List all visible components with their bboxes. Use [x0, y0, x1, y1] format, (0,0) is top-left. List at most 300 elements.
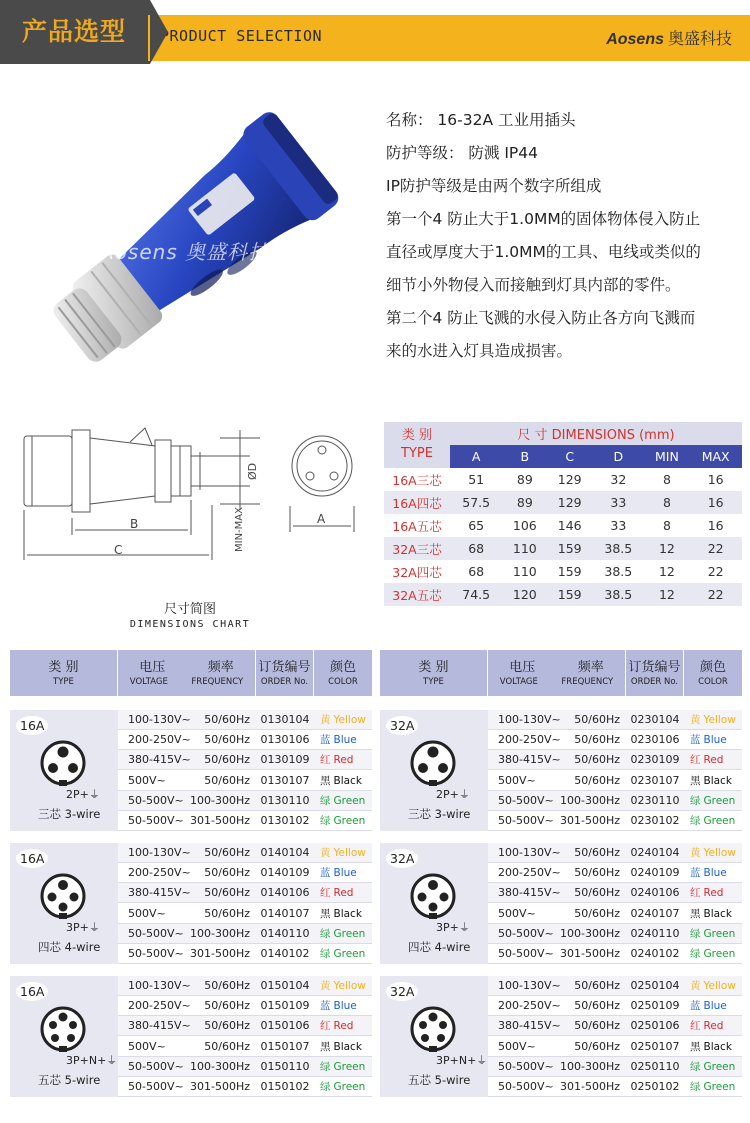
header-freq-cn: 频率 [577, 659, 604, 675]
color-value [314, 773, 372, 788]
color-en: Yellow [703, 714, 736, 727]
order-number: 0240109 [630, 866, 680, 880]
order-row [488, 791, 742, 811]
frequency-value: 50/60Hz [574, 713, 620, 727]
color-value [684, 1039, 742, 1054]
color-value [684, 978, 742, 993]
order-row [488, 944, 742, 964]
voltage-value: 50-500V~ [498, 813, 554, 827]
color-cn: 绿 [320, 927, 331, 940]
product-photo [0, 95, 380, 385]
frequency-value: 100-300Hz [189, 793, 250, 807]
voltage-value: 50-500V~ [498, 926, 554, 940]
color-value [314, 1039, 372, 1054]
header-type [380, 650, 488, 696]
dim-value: 12 [658, 564, 675, 579]
dim-type-en: TYPE [401, 446, 433, 461]
voltage-frequency [488, 947, 626, 960]
group-rows [488, 710, 742, 831]
voltage-frequency [488, 733, 626, 746]
voltage-value: 100-130V~ [498, 713, 561, 727]
caption-cn: 尺寸简图 [163, 602, 216, 617]
color-value [684, 813, 742, 828]
photo-watermark: Aosens 奥盛科技 [100, 240, 270, 264]
order-row [118, 730, 372, 750]
frequency-value: 100-300Hz [189, 1059, 250, 1073]
color-en: Green [703, 1080, 736, 1093]
voltage-value: 500V~ [498, 1039, 536, 1053]
frequency-value: 50/60Hz [574, 1039, 620, 1053]
voltage-value: 50-500V~ [128, 946, 184, 960]
color-cn: 黑 [690, 774, 701, 787]
dimensions-table [384, 422, 742, 606]
dim-value: 38.5 [604, 541, 633, 556]
color-cn: 黑 [690, 907, 701, 920]
color-en: Black [703, 1040, 732, 1053]
voltage-value: 100-130V~ [128, 979, 191, 993]
dim-row [384, 514, 742, 537]
dim-value: 106 [512, 518, 537, 533]
order-row [118, 944, 372, 964]
group-type [380, 710, 488, 831]
color-value [684, 752, 742, 767]
pole-label: 3P+⏚ [436, 921, 470, 934]
header-order [626, 650, 684, 696]
info-line: 来的水进入灯具造成损害。 [386, 342, 573, 360]
frequency-value: 50/60Hz [204, 866, 250, 880]
order-number: 0130102 [260, 813, 310, 827]
color-value [314, 978, 372, 993]
color-en: Blue [333, 1000, 357, 1013]
header-vf-en-row [118, 676, 255, 688]
group-rows [118, 843, 372, 964]
dim-type-cell: 32A三芯 [392, 541, 442, 557]
frequency-value: 50/60Hz [574, 866, 620, 880]
voltage-value: 50-500V~ [498, 1079, 554, 1093]
info-line: IP防护等级是由两个数字所组成 [386, 177, 602, 195]
amp-badge: 32A [386, 982, 418, 1001]
voltage-value: 380-415V~ [498, 886, 561, 900]
color-cn: 红 [320, 754, 331, 767]
order-number: 0130104 [260, 713, 310, 727]
order-row [118, 1036, 372, 1056]
voltage-frequency [118, 846, 256, 859]
frequency-value: 50/60Hz [204, 1039, 250, 1053]
color-value [314, 845, 372, 860]
voltage-value: 380-415V~ [498, 1019, 561, 1033]
info-line: 第一个4 防止大于1.0MM的固体物体侵入防止 [386, 210, 701, 228]
header-voltage-frequency [118, 650, 256, 696]
order-table-header [10, 650, 372, 698]
wire-label: 三芯 3-wire [38, 807, 101, 821]
voltage-value: 50-500V~ [128, 926, 184, 940]
voltage-value: 500V~ [128, 773, 166, 787]
color-cn: 黑 [320, 1040, 331, 1053]
color-en: Green [703, 794, 736, 807]
order-number: 0140106 [260, 886, 310, 900]
header-color [684, 650, 742, 696]
dim-label-d: ØD [246, 462, 259, 480]
socket-pin-icon [40, 1006, 86, 1052]
dim-value: 16 [707, 495, 724, 510]
color-cn: 黄 [320, 714, 331, 727]
voltage-value: 100-130V~ [128, 713, 191, 727]
color-value [684, 793, 742, 808]
color-cn: 绿 [320, 794, 331, 807]
order-number: 0230109 [630, 753, 680, 767]
order-number: 0130106 [260, 733, 310, 747]
order-number: 0150107 [260, 1039, 310, 1053]
header-title-en: PRODUCT SELECTION [160, 27, 323, 45]
color-value [314, 946, 372, 961]
voltage-frequency [488, 794, 626, 807]
voltage-frequency [488, 979, 626, 992]
dim-column-header: A [450, 445, 502, 468]
order-row [118, 924, 372, 944]
voltage-frequency [488, 846, 626, 859]
dim-value: 159 [557, 541, 582, 556]
voltage-frequency [118, 774, 256, 787]
color-value [314, 712, 372, 727]
dim-value: 110 [512, 564, 537, 579]
color-en: Green [333, 794, 366, 807]
header-color [314, 650, 372, 696]
dim-value: 120 [512, 587, 537, 602]
voltage-value: 50-500V~ [128, 1079, 184, 1093]
color-cn: 黄 [690, 847, 701, 860]
voltage-value: 200-250V~ [498, 999, 561, 1013]
color-value [314, 1018, 372, 1033]
dim-value: 68 [468, 541, 485, 556]
voltage-frequency [488, 774, 626, 787]
dim-value: 12 [658, 587, 675, 602]
dim-type-cn: 类 别 [401, 428, 433, 443]
color-en: Blue [703, 734, 727, 747]
frequency-value: 100-300Hz [559, 1059, 620, 1073]
order-row [488, 903, 742, 923]
frequency-value: 50/60Hz [204, 733, 250, 747]
amp-badge: 16A [16, 982, 48, 1001]
pole-label: 2P+⏚ [436, 788, 470, 801]
dim-type-cell: 32A四芯 [392, 564, 442, 580]
order-row [488, 1077, 742, 1097]
socket-symbol [410, 740, 456, 790]
color-en: Black [703, 907, 732, 920]
header-brand [606, 26, 732, 49]
plug-side-drawing [10, 410, 380, 610]
color-cn: 红 [690, 754, 701, 767]
dim-value: 8 [662, 518, 671, 533]
color-value [684, 1018, 742, 1033]
color-en: Red [333, 1020, 354, 1033]
socket-pin-icon [410, 1006, 456, 1052]
pole-label: 3P+N+⏚ [436, 1054, 488, 1067]
header-title-cn: 产品选型 [22, 17, 127, 46]
color-en: Yellow [333, 714, 366, 727]
product-group [10, 976, 372, 1097]
color-en: Green [703, 1060, 736, 1073]
header-order [256, 650, 314, 696]
header-voltage-en: VOLTAGE [499, 676, 538, 687]
order-row [488, 710, 742, 730]
order-number: 0130109 [260, 753, 310, 767]
info-line: 第二个4 防止飞溅的水侵入防止各方向飞溅而 [386, 309, 696, 327]
color-en: Blue [333, 867, 357, 880]
voltage-value: 500V~ [128, 1039, 166, 1053]
socket-pin-icon [410, 740, 456, 786]
color-en: Green [703, 814, 736, 827]
color-value [684, 926, 742, 941]
order-row [488, 811, 742, 831]
dimensions-header [384, 422, 742, 445]
frequency-value: 50/60Hz [204, 999, 250, 1013]
dim-value: 89 [516, 472, 533, 487]
color-en: Green [333, 814, 366, 827]
voltage-frequency [118, 1040, 256, 1053]
voltage-frequency [488, 713, 626, 726]
voltage-frequency [488, 866, 626, 879]
voltage-frequency [488, 999, 626, 1012]
dim-value: 146 [557, 518, 582, 533]
color-value [314, 885, 372, 900]
info-line: 直径或厚度大于1.0MM的工具、电线或类似的 [386, 243, 701, 261]
voltage-value: 50-500V~ [128, 1059, 184, 1073]
order-row [118, 750, 372, 770]
voltage-value: 500V~ [498, 773, 536, 787]
dim-label-b: B [130, 517, 139, 531]
order-number: 0240104 [630, 846, 680, 860]
color-value [314, 1079, 372, 1094]
voltage-value: 380-415V~ [498, 753, 561, 767]
voltage-value: 100-130V~ [128, 846, 191, 860]
dim-type-cell: 16A五芯 [392, 518, 442, 534]
info-line: 名称： 16-32A 工业用插头 [386, 111, 576, 129]
voltage-frequency [118, 1060, 256, 1073]
voltage-frequency [488, 1060, 626, 1073]
order-row [118, 883, 372, 903]
dim-row [384, 560, 742, 583]
header-order-cn: 订货编号 [258, 659, 311, 675]
drawing-caption [90, 598, 290, 630]
frequency-value: 50/60Hz [574, 1019, 620, 1033]
order-number: 0230107 [630, 773, 680, 787]
order-table-32a [380, 650, 742, 1097]
order-number: 0240107 [630, 906, 680, 920]
color-cn: 黄 [320, 980, 331, 993]
header-freq-en: FREQUENCY [561, 676, 614, 687]
color-value [684, 732, 742, 747]
color-value [684, 885, 742, 900]
color-cn: 蓝 [690, 867, 701, 880]
voltage-frequency [118, 927, 256, 940]
color-value [314, 732, 372, 747]
color-en: Green [333, 1060, 366, 1073]
color-value [684, 998, 742, 1013]
color-value [684, 1079, 742, 1094]
group-type [10, 843, 118, 964]
dim-column-header: MAX [689, 445, 742, 468]
dim-value: 38.5 [604, 587, 633, 602]
amp-badge: 16A [16, 716, 48, 735]
frequency-value: 50/60Hz [204, 713, 250, 727]
color-cn: 蓝 [690, 1000, 701, 1013]
header-voltage-frequency [488, 650, 626, 696]
dim-row [384, 491, 742, 514]
brand-en: Aosens [606, 31, 664, 48]
color-cn: 黑 [320, 907, 331, 920]
order-number: 0150104 [260, 979, 310, 993]
color-value [314, 865, 372, 880]
header-voltage-cn: 电压 [509, 659, 536, 675]
socket-symbol [40, 740, 86, 790]
product-group [10, 710, 372, 831]
header-color-en: COLOR [328, 676, 358, 687]
order-number: 0240102 [630, 946, 680, 960]
color-cn: 绿 [690, 794, 701, 807]
product-group [380, 710, 742, 831]
color-cn: 红 [320, 887, 331, 900]
header-vf-cn-row [488, 659, 625, 676]
order-row [118, 710, 372, 730]
dim-value: 51 [468, 472, 485, 487]
order-row [118, 976, 372, 996]
color-cn: 蓝 [320, 867, 331, 880]
frequency-value: 50/60Hz [574, 846, 620, 860]
socket-symbol [40, 1006, 86, 1056]
voltage-frequency [118, 1019, 256, 1032]
dim-type-cell: 32A五芯 [392, 587, 442, 603]
dim-type-header [384, 422, 450, 468]
voltage-value: 200-250V~ [128, 999, 191, 1013]
color-en: Green [703, 947, 736, 960]
voltage-value: 50-500V~ [498, 793, 554, 807]
color-en: Green [333, 927, 366, 940]
dim-value: 33 [610, 518, 627, 533]
group-rows [488, 976, 742, 1097]
voltage-frequency [488, 927, 626, 940]
frequency-value: 50/60Hz [204, 1019, 250, 1033]
voltage-value: 50-500V~ [498, 1059, 554, 1073]
socket-symbol [410, 1006, 456, 1056]
group-rows [488, 843, 742, 964]
dim-value: 12 [658, 541, 675, 556]
wire-label: 四芯 4-wire [408, 940, 471, 954]
order-number: 0140109 [260, 866, 310, 880]
color-en: Yellow [333, 847, 366, 860]
color-cn: 绿 [690, 1080, 701, 1093]
frequency-value: 301-500Hz [189, 946, 250, 960]
caption-en: DIMENSIONS CHART [129, 619, 251, 630]
voltage-frequency [118, 733, 256, 746]
order-row [118, 903, 372, 923]
dim-label-a: A [317, 512, 326, 526]
color-cn: 绿 [320, 947, 331, 960]
voltage-value: 380-415V~ [128, 886, 191, 900]
socket-symbol [40, 873, 86, 923]
order-row [118, 1057, 372, 1077]
order-number: 0150109 [260, 999, 310, 1013]
order-number: 0250110 [630, 1059, 680, 1073]
dim-value: 89 [516, 495, 533, 510]
order-row [488, 863, 742, 883]
frequency-value: 301-500Hz [559, 813, 620, 827]
dim-value: 38.5 [604, 564, 633, 579]
color-en: Red [703, 1020, 724, 1033]
voltage-frequency [118, 947, 256, 960]
order-number: 0250107 [630, 1039, 680, 1053]
frequency-value: 50/60Hz [204, 906, 250, 920]
frequency-value: 50/60Hz [574, 773, 620, 787]
color-cn: 绿 [690, 814, 701, 827]
voltage-frequency [118, 814, 256, 827]
color-value [314, 1059, 372, 1074]
order-number: 0230104 [630, 713, 680, 727]
order-row [488, 1036, 742, 1056]
dim-column-header: B [502, 445, 547, 468]
color-cn: 黄 [320, 847, 331, 860]
color-en: Green [333, 1080, 366, 1093]
header-vf-en-row [488, 676, 625, 688]
color-value [314, 793, 372, 808]
color-cn: 绿 [690, 947, 701, 960]
voltage-value: 500V~ [498, 906, 536, 920]
page-header [0, 0, 750, 75]
order-row [488, 883, 742, 903]
order-number: 0250102 [630, 1079, 680, 1093]
wire-label: 三芯 3-wire [408, 807, 471, 821]
color-en: Black [333, 1040, 362, 1053]
voltage-frequency [118, 907, 256, 920]
color-cn: 黄 [690, 980, 701, 993]
frequency-value: 50/60Hz [574, 733, 620, 747]
voltage-value: 50-500V~ [498, 946, 554, 960]
voltage-frequency [488, 907, 626, 920]
order-number: 0230110 [630, 793, 680, 807]
order-row [118, 770, 372, 790]
dim-value: 8 [662, 472, 671, 487]
color-value [684, 712, 742, 727]
frequency-value: 50/60Hz [574, 906, 620, 920]
dim-value: 33 [610, 495, 627, 510]
group-type [10, 710, 118, 831]
color-value [314, 906, 372, 921]
header-order-cn: 订货编号 [628, 659, 681, 675]
voltage-value: 100-130V~ [498, 846, 561, 860]
frequency-value: 301-500Hz [189, 813, 250, 827]
color-en: Blue [333, 734, 357, 747]
pole-label: 3P+N+⏚ [66, 1054, 118, 1067]
frequency-value: 50/60Hz [204, 753, 250, 767]
dim-value: 159 [557, 587, 582, 602]
dim-title: 尺 寸 DIMENSIONS (mm) [517, 428, 675, 443]
header-type-en: TYPE [53, 676, 74, 687]
frequency-value: 50/60Hz [204, 773, 250, 787]
color-cn: 绿 [320, 1080, 331, 1093]
frequency-value: 50/60Hz [574, 886, 620, 900]
voltage-value: 200-250V~ [498, 733, 561, 747]
dimensions-drawing [10, 410, 380, 610]
header-type-cn: 类 别 [418, 659, 449, 675]
dim-row [384, 537, 742, 560]
brand-cn: 奥盛科技 [667, 29, 732, 48]
order-number: 0130110 [260, 793, 310, 807]
color-en: Yellow [703, 980, 736, 993]
color-cn: 红 [690, 887, 701, 900]
product-group [10, 843, 372, 964]
header-freq-en: FREQUENCY [191, 676, 244, 687]
info-line: 细节小外物侵入而接触到灯具内部的零件。 [386, 276, 681, 294]
dim-value: 74.5 [462, 587, 491, 602]
